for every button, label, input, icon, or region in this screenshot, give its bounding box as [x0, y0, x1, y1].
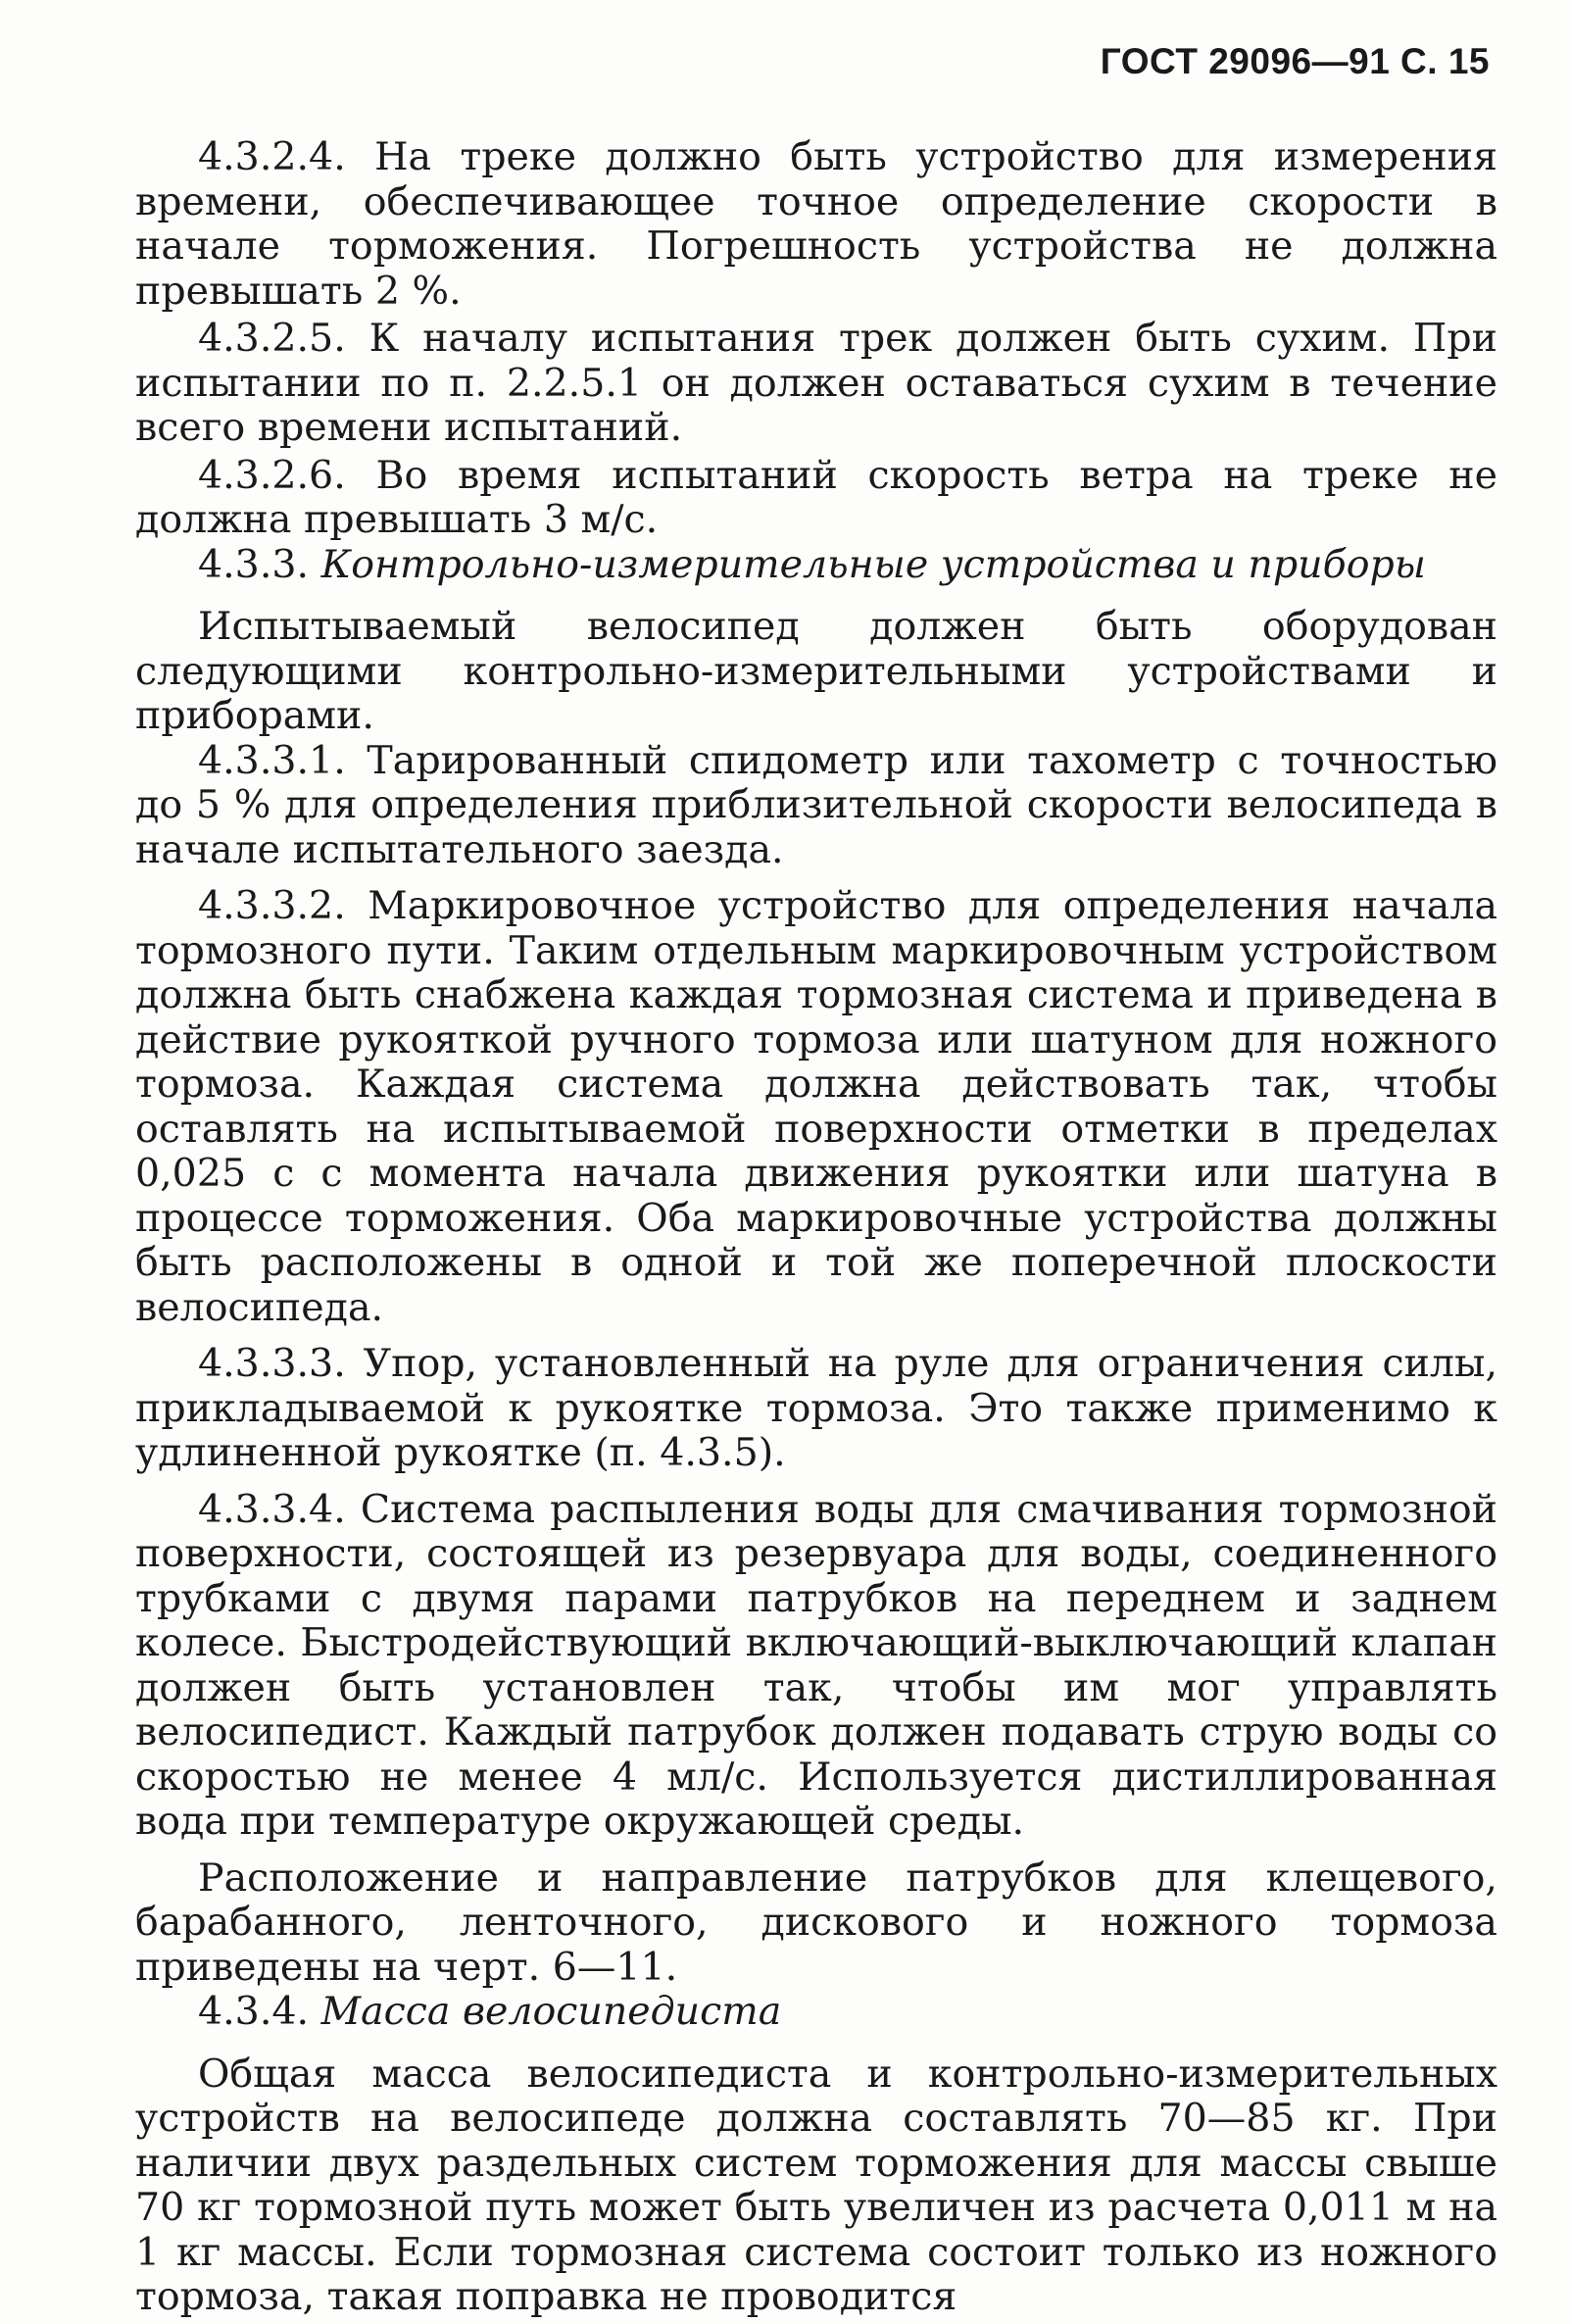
section-title: Контрольно-измерительные устройства и приборы	[320, 541, 1426, 587]
section-number: 4.3.4.	[198, 1989, 310, 2034]
section-number: 4.3.3.	[198, 541, 310, 587]
paragraph-4-3-2-4: 4.3.2.4. На треке должно быть устройство для измерения времени, обеспечивающее точное определение скорости в начале торможения. Погрешность устройства не должна превышать 2 %.	[135, 134, 1497, 314]
paragraph-nozzles-note: Расположение и направление патрубков для клещевого, барабанного, ленточного, дискового и ножного тормоза приведены на черт. 6—11.	[135, 1854, 1497, 1990]
paragraph-section-intro: Испытываемый велосипед должен быть оборудован следующими контрольно-измерительными устройствами и приборами.	[135, 604, 1497, 738]
paragraph-4-3-4-text: Общая масса велосипедиста и контрольно-измерительных устройств на велосипеде должна составлять 70—85 кг. При наличии двух раздельных систем торможения для массы свыше 70 кг тормозной путь может быть увеличен из расчета 0,011 м на 1 кг массы. Если тормозная система состоит только из ножного тормоза, такая поправка не проводится	[135, 2051, 1497, 2319]
paragraph-4-3-3-3: 4.3.3.3. Упор, установленный на руле для ограничения силы, прикладываемой к рукоятке тормоза. Это также применимо к удлиненной рукоятке (п. 4.3.5).	[135, 1341, 1497, 1475]
page-body	[135, 135, 1497, 2320]
paragraph-4-3-3-4: 4.3.3.4. Система распыления воды для смачивания тормозной поверхности, состоящей из резервуара для воды, соединенного трубками с двумя парами патрубков на переднем и заднем колесе. Быстродействующий включающий-выключающий клапан должен быть установлен так, чтобы им мог управлять велосипедист. Каждый патрубок должен подавать струю воды со скоростью не менее 4 мл/с. Используется дистиллированная вода при температуре окружающей среды.	[135, 1486, 1497, 1844]
section-heading-4-3-3	[135, 543, 1497, 588]
paragraph-4-3-3-1: 4.3.3.1. Тарированный спидометр или тахометр с точностью до 5 % для определения приблизительной скорости велосипеда в начале испытательного заезда.	[135, 737, 1497, 872]
running-header: ГОСТ 29096—91 С. 15	[1100, 41, 1490, 81]
section-title: Масса велосипедиста	[320, 1989, 782, 2034]
paragraph-4-3-3-2: 4.3.3.2. Маркировочное устройство для определения начала тормозного пути. Таким отдельным маркировочным устройством должна быть снабжена каждая тормозная система и приведена в действие рукояткой ручного тормоза или шатуном для ножного тормоза. Каждая система должна действовать так, чтобы оставлять на испытываемой поверхности отметки в пределах 0,025 с с момента начала движения рукоятки или шатуна в процессе торможения. Оба маркировочные устройства должны быть расположены в одной и той же поперечной плоскости велосипеда.	[135, 883, 1497, 1330]
paragraph-4-3-2-6: 4.3.2.6. Во время испытаний скорость ветра на треке не должна превышать 3 м/с.	[135, 452, 1497, 542]
section-heading-4-3-4	[135, 1990, 1497, 2035]
paragraph-4-3-2-5: 4.3.2.5. К началу испытания трек должен быть сухим. При испытании по п. 2.2.5.1 он должен оставаться сухим в течение всего времени испытаний.	[135, 316, 1497, 450]
